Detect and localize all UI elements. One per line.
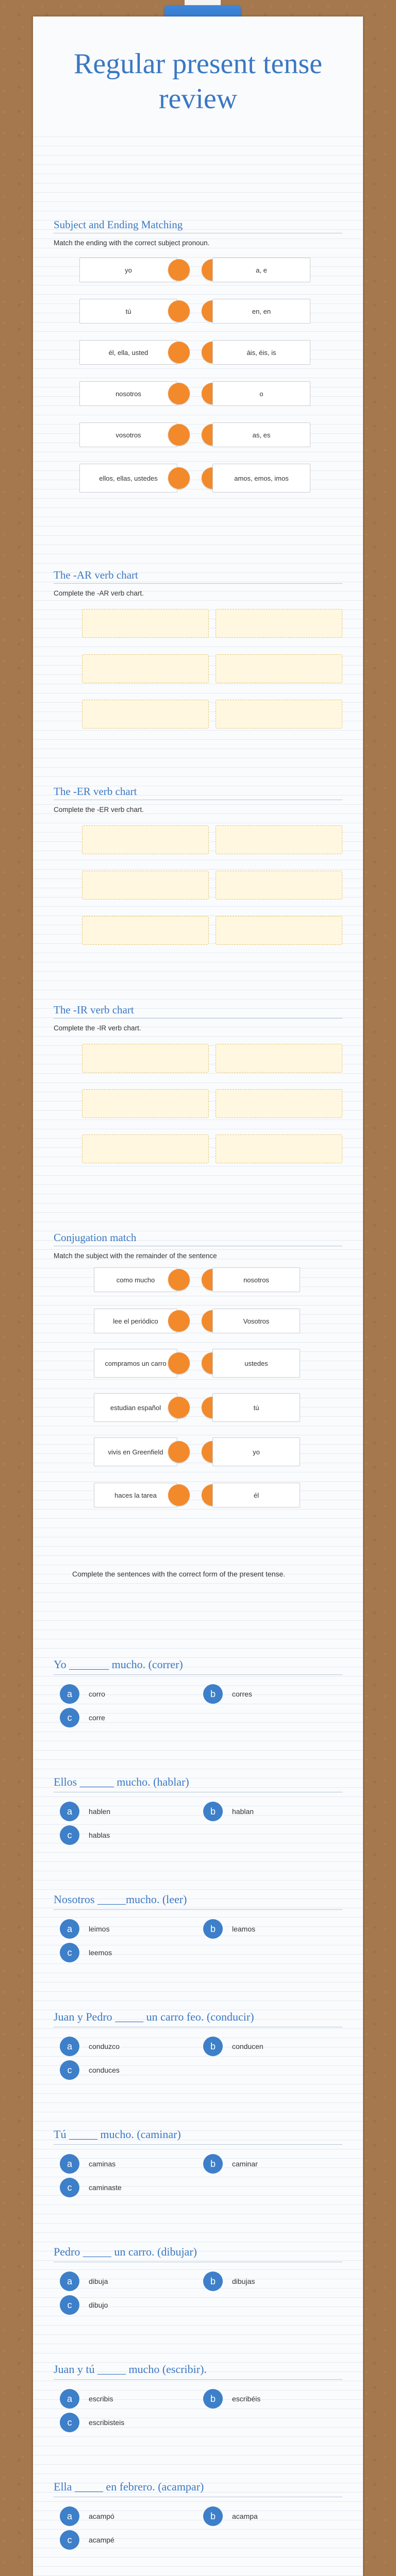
option-b[interactable] <box>203 1684 252 1704</box>
ar-chart-cell[interactable] <box>216 700 342 728</box>
matching-title: Subject and Ending Matching <box>54 218 183 231</box>
option-badge: b <box>203 2389 223 2409</box>
option-text: escribis <box>89 2395 113 2403</box>
question-text: Ella _____ en febrero. (acampar) <box>54 2480 204 2493</box>
match-left-box[interactable]: tú <box>79 299 177 324</box>
option-b[interactable] <box>203 1919 255 1939</box>
question-text: Juan y tú _____ mucho (escribir). <box>54 2363 207 2376</box>
question-text: Tú _____ mucho. (caminar) <box>54 2128 181 2141</box>
section-divider <box>54 2262 342 2263</box>
option-b[interactable] <box>203 2506 258 2527</box>
ir-chart-cell[interactable] <box>82 1134 209 1163</box>
ir-chart-cell[interactable] <box>216 1089 342 1118</box>
option-text: conduces <box>89 2066 120 2074</box>
option-text: conducen <box>232 2042 263 2050</box>
section-divider <box>54 1909 342 1910</box>
worksheet-paper <box>33 16 363 2576</box>
section-divider <box>54 1674 342 1675</box>
option-text: acampé <box>89 2536 114 2544</box>
match-left-connector[interactable] <box>168 259 190 281</box>
option-c[interactable] <box>60 2295 108 2315</box>
match-left-connector[interactable] <box>168 424 190 446</box>
ar-chart-cell[interactable] <box>216 654 342 683</box>
option-a[interactable] <box>60 1919 109 1939</box>
option-badge: a <box>60 2154 79 2174</box>
ar-chart-cell[interactable] <box>216 609 342 638</box>
match-left-box[interactable]: él, ella, usted <box>79 340 177 365</box>
option-c[interactable] <box>60 1942 112 1963</box>
conj-right-box[interactable]: tú <box>212 1393 300 1422</box>
conj-right-box[interactable]: él <box>212 1483 300 1507</box>
option-badge: c <box>60 2178 79 2197</box>
option-text: escribisteis <box>89 2418 125 2427</box>
section-divider <box>54 233 342 234</box>
option-c[interactable] <box>60 1825 110 1845</box>
option-a[interactable] <box>60 2388 113 2409</box>
option-text: dibuja <box>89 2277 108 2285</box>
option-badge: b <box>203 2154 223 2174</box>
option-text: dibujo <box>89 2301 108 2309</box>
er-chart-title: The -ER verb chart <box>54 785 137 798</box>
option-badge: a <box>60 2389 79 2409</box>
option-text: escribéis <box>232 2395 261 2403</box>
ar-chart-title: The -AR verb chart <box>54 569 138 581</box>
option-text: corre <box>89 1714 105 1722</box>
er-chart-cell[interactable] <box>82 871 209 900</box>
section-divider <box>54 2497 342 2498</box>
option-c[interactable] <box>60 2412 124 2433</box>
match-right-box[interactable]: áis, éis, is <box>212 340 310 365</box>
match-right-box[interactable]: as, es <box>212 422 310 447</box>
conj-right-box[interactable]: yo <box>212 1437 300 1466</box>
option-text: hablas <box>89 1831 110 1839</box>
conj-right-box[interactable]: nosotros <box>212 1267 300 1292</box>
conj-left-box[interactable]: estudian español <box>94 1393 177 1422</box>
option-badge: c <box>60 2060 79 2080</box>
conj-left-box[interactable]: vivis en Greenfield <box>94 1437 177 1466</box>
page-title: Regular present tense review <box>73 48 323 115</box>
conj-left-connector[interactable] <box>168 1352 190 1374</box>
option-badge: a <box>60 1919 79 1939</box>
option-c[interactable] <box>60 2060 120 2080</box>
option-text: hablan <box>232 1807 254 1816</box>
match-left-connector[interactable] <box>168 300 190 322</box>
match-right-box[interactable]: en, en <box>212 299 310 324</box>
option-a[interactable] <box>60 2154 116 2174</box>
section-divider <box>54 583 342 584</box>
option-text: acampó <box>89 2512 114 2520</box>
option-badge: a <box>60 1684 79 1704</box>
option-text: corro <box>89 1690 105 1698</box>
section-divider <box>54 1792 342 1793</box>
match-right-box[interactable]: amos, emos, imos <box>212 464 310 493</box>
option-badge: c <box>60 1708 79 1727</box>
option-badge: b <box>203 1684 223 1704</box>
conj-left-connector[interactable] <box>168 1484 190 1506</box>
option-text: conduzco <box>89 2042 120 2050</box>
match-left-box[interactable]: ellos, ellas, ustedes <box>79 464 177 493</box>
option-c[interactable] <box>60 2530 114 2550</box>
section-divider <box>54 1018 342 1019</box>
option-text: caminar <box>232 2160 258 2168</box>
option-badge: c <box>60 1825 79 1845</box>
option-text: hablen <box>89 1807 111 1816</box>
section-divider <box>54 2379 342 2380</box>
section-divider <box>54 800 342 801</box>
option-text: leemos <box>89 1948 112 1957</box>
option-a[interactable] <box>60 2506 114 2527</box>
ir-chart-cell[interactable] <box>216 1044 342 1073</box>
ir-chart-cell[interactable] <box>82 1044 209 1073</box>
option-text: caminaste <box>89 2183 122 2192</box>
option-b[interactable] <box>203 2271 255 2292</box>
option-b[interactable] <box>203 2154 258 2174</box>
option-a[interactable] <box>60 1801 110 1822</box>
conjugation-title: Conjugation match <box>54 1231 137 1244</box>
section-divider <box>54 1246 342 1247</box>
match-left-box[interactable]: yo <box>79 258 177 282</box>
option-text: dibujas <box>232 2277 255 2285</box>
er-chart-instruction: Complete the -ER verb chart. <box>54 806 144 814</box>
ir-chart-title: The -IR verb chart <box>54 1004 134 1016</box>
match-left-connector[interactable] <box>168 467 190 489</box>
conjugation-instruction: Match the subject with the remainder of the sentence <box>54 1252 217 1260</box>
option-a[interactable] <box>60 2271 108 2292</box>
option-badge: a <box>60 1802 79 1821</box>
option-badge: a <box>60 2037 79 2056</box>
match-left-connector[interactable] <box>168 342 190 363</box>
match-right-box[interactable]: o <box>212 381 310 406</box>
option-badge: b <box>203 1919 223 1939</box>
question-text: Ellos ______ mucho. (hablar) <box>54 1775 189 1788</box>
option-badge: b <box>203 1802 223 1821</box>
conj-right-box[interactable]: Vosotros <box>212 1309 300 1333</box>
conj-left-connector[interactable] <box>168 1269 190 1291</box>
option-badge: b <box>203 2506 223 2526</box>
er-chart-cell[interactable] <box>82 916 209 945</box>
ar-chart-cell[interactable] <box>82 654 209 683</box>
ir-chart-cell[interactable] <box>216 1134 342 1163</box>
section-divider <box>54 2144 342 2145</box>
ar-chart-cell[interactable] <box>82 609 209 638</box>
question-text: Juan y Pedro _____ un carro feo. (conducir) <box>54 2010 254 2023</box>
ar-chart-instruction: Complete the -AR verb chart. <box>54 589 144 597</box>
option-badge: c <box>60 2530 79 2550</box>
option-b[interactable] <box>203 2036 263 2057</box>
option-badge: c <box>60 2413 79 2432</box>
conj-left-box[interactable]: lee el periódico <box>94 1309 177 1333</box>
option-b[interactable] <box>203 1801 254 1822</box>
option-c[interactable] <box>60 1707 105 1728</box>
conj-right-box[interactable]: ustedes <box>212 1349 300 1378</box>
option-badge: b <box>203 2037 223 2056</box>
match-right-box[interactable]: a, e <box>212 258 310 282</box>
option-badge: b <box>203 2272 223 2291</box>
option-text: leimos <box>89 1925 110 1933</box>
matching-instruction: Match the ending with the correct subject pronoun. <box>54 239 210 247</box>
conj-left-box[interactable]: compramos un carro <box>94 1349 177 1378</box>
match-left-box[interactable]: vosotros <box>79 422 177 447</box>
option-a[interactable] <box>60 1684 105 1704</box>
option-badge: a <box>60 2506 79 2526</box>
ir-chart-instruction: Complete the -IR verb chart. <box>54 1024 141 1032</box>
question-text: Pedro _____ un carro. (dibujar) <box>54 2245 197 2258</box>
conj-left-connector[interactable] <box>168 1441 190 1463</box>
option-text: caminas <box>89 2160 116 2168</box>
er-chart-cell[interactable] <box>216 871 342 900</box>
option-c[interactable] <box>60 2177 122 2198</box>
conj-left-connector[interactable] <box>168 1397 190 1418</box>
match-left-connector[interactable] <box>168 383 190 404</box>
option-a[interactable] <box>60 2036 120 2057</box>
er-chart-cell[interactable] <box>216 825 342 854</box>
section-divider <box>54 2027 342 2028</box>
mc-intro: Complete the sentences with the correct form of the present tense. <box>72 1570 286 1578</box>
question-text: Nosotros _____mucho. (leer) <box>54 1893 187 1906</box>
question-text: Yo _______ mucho. (correr) <box>54 1658 183 1671</box>
ar-chart-cell[interactable] <box>82 700 209 728</box>
ir-chart-cell[interactable] <box>82 1089 209 1118</box>
match-left-box[interactable]: nosotros <box>79 381 177 406</box>
er-chart-cell[interactable] <box>216 916 342 945</box>
option-text: acampa <box>232 2512 258 2520</box>
option-badge: a <box>60 2272 79 2291</box>
option-text: leamos <box>232 1925 256 1933</box>
conj-left-box[interactable]: haces la tarea <box>94 1483 177 1507</box>
option-badge: c <box>60 1943 79 1962</box>
er-chart-cell[interactable] <box>82 825 209 854</box>
option-b[interactable] <box>203 2388 260 2409</box>
conj-left-box[interactable]: como mucho <box>94 1267 177 1292</box>
option-text: corres <box>232 1690 252 1698</box>
option-badge: c <box>60 2295 79 2315</box>
conj-left-connector[interactable] <box>168 1310 190 1332</box>
